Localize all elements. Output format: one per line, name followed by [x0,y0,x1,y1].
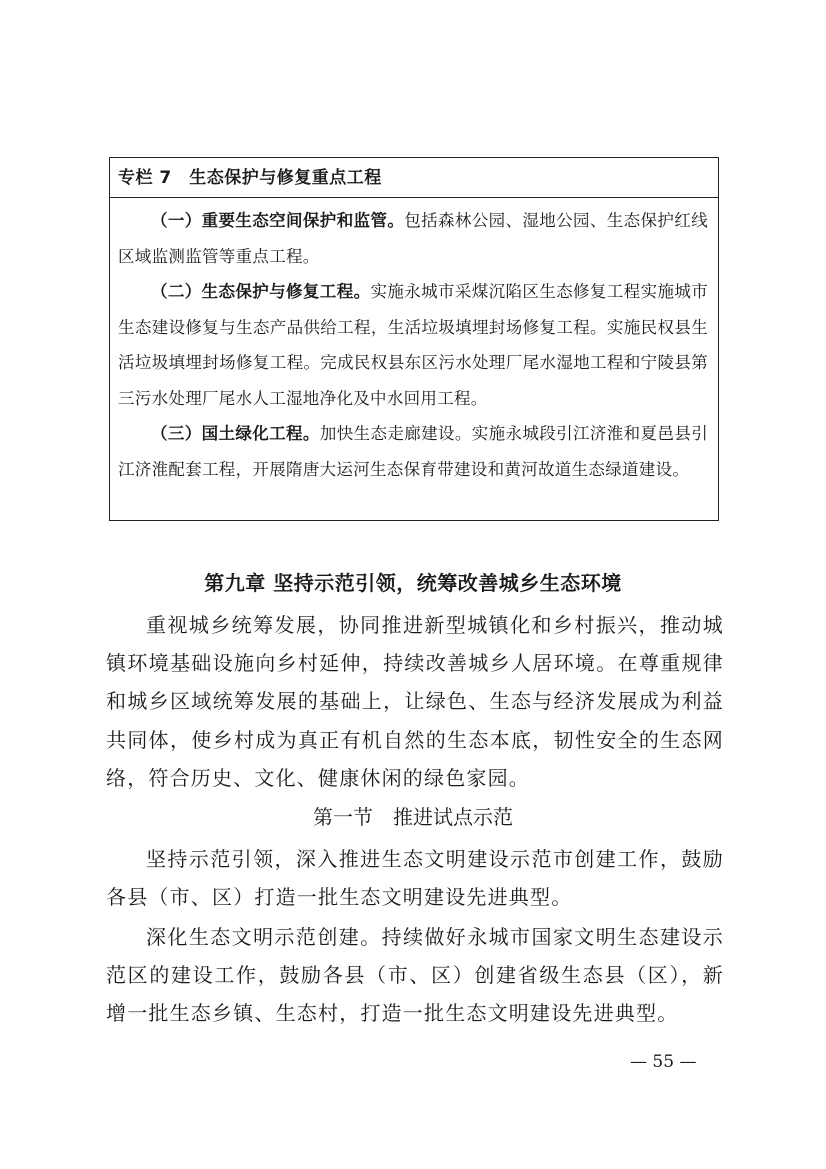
body-paragraph: 深化生态文明示范创建。持续做好永城市国家文明生态建设示范区的建设工作，鼓励各县（市、区）创建省级生态县（区），新增一批生态乡镇、生态村，打造一批生态文明建设先进典型。 [106,925,724,1026]
special-column-title: 专栏 7 生态保护与修复重点工程 [110,158,718,198]
item-text: 加快生态走廊建设。实施永城段引江济淮和夏邑县引江济淮配套工程，开展隋唐大运河生态保育带建设和黄河故道生态绿道建设。 [118,424,708,479]
special-column-box [109,157,719,521]
special-column-item [118,416,708,487]
page-number: — 55 — [630,1052,697,1072]
item-text: 包括森林公园、湿地公园、生态保护红线区域监测监管等重点工程。 [118,211,708,266]
body-paragraph: 坚持示范引领，深入推进生态文明建设示范市创建工作，鼓励各县（市、区）打造一批生态文明建设先进典型。 [106,847,724,910]
item-text: 实施永城市采煤沉陷区生态修复工程实施城市生态建设修复与生态产品供给工程，生活垃圾填埋封场修复工程。实施民权县生活垃圾填埋封场修复工程。完成民权县东区污水处理厂尾水湿地工程和宁陵县第三污水处理厂尾水人工湿地净化及中水回用工程。 [118,282,709,408]
special-column-item [118,203,708,274]
special-column-item [118,274,708,416]
chapter-intro-paragraph: 重视城乡统筹发展，协同推进新型城镇化和乡村振兴，推动城镇环境基础设施向乡村延伸，持续改善城乡人居环境。在尊重规律和城乡区域统筹发展的基础上，让绿色、生态与经济发展成为利益共同体，使乡村成为真正有机自然的生态本底，韧性安全的生态网络，符合历史、文化、健康休闲的绿色家园。 [106,613,724,790]
chapter-title: 第九章 坚持示范引领，统筹改善城乡生态环境 [204,571,622,595]
item-lead: （三）国土绿化工程。 [151,424,320,443]
item-lead: （二）生态保护与修复工程。 [151,282,371,301]
special-column-body [110,198,718,487]
item-lead: （一）重要生态空间保护和监管。 [151,211,405,230]
section-title: 第一节 推进试点示范 [313,805,513,829]
